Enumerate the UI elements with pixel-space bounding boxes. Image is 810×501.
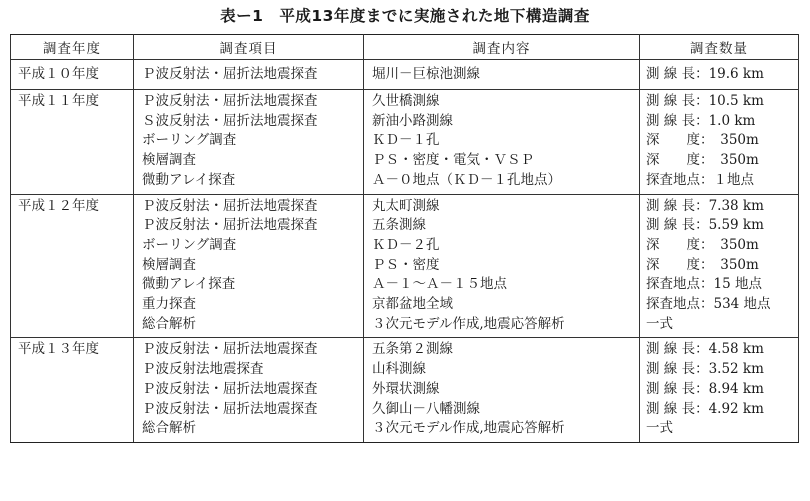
content-cell: Ａ－０地点（ＫＤ－１孔地点） xyxy=(364,171,640,194)
table-title: 表ー1 平成13年度までに実施された地下構造調査 xyxy=(220,7,590,25)
content-cell: 久御山－八幡測線 xyxy=(364,400,640,420)
survey-table xyxy=(10,34,799,443)
quantity-cell: 探査地点：534 地点 xyxy=(640,295,799,315)
year-cell: 平成１２年度 xyxy=(11,194,134,338)
content-cell: 五条測線 xyxy=(364,216,640,236)
table-row xyxy=(11,60,799,90)
quantity-cell: 測 線 長：10.5 km xyxy=(640,90,799,112)
quantity-cell: 測 線 長：3.52 km xyxy=(640,360,799,380)
year-group-h13 xyxy=(11,338,799,443)
content-cell: ３次元モデル作成,地震応答解析 xyxy=(364,419,640,442)
item-cell: 微動アレイ探査 xyxy=(134,171,364,194)
table-header xyxy=(11,35,799,60)
item-cell: 検層調査 xyxy=(134,256,364,276)
quantity-cell: 探査地点：１地点 xyxy=(640,171,799,194)
item-cell: Ｐ波反射法・屈折法地震探査 xyxy=(134,194,364,216)
item-cell: Ｐ波反射法・屈折法地震探査 xyxy=(134,216,364,236)
quantity-cell: 一式 xyxy=(640,419,799,442)
quantity-cell: 深 度： 350m xyxy=(640,256,799,276)
content-cell: 新油小路測線 xyxy=(364,112,640,132)
item-cell: Ｐ波反射法・屈折法地震探査 xyxy=(134,60,364,90)
item-cell: Ｐ波反射法地震探査 xyxy=(134,360,364,380)
content-cell: ３次元モデル作成,地震応答解析 xyxy=(364,315,640,338)
content-cell: 久世橋測線 xyxy=(364,90,640,112)
content-cell: ＫＤ－２孔 xyxy=(364,236,640,256)
table-row xyxy=(11,194,799,216)
content-cell: 丸太町測線 xyxy=(364,194,640,216)
header-content: 調査内容 xyxy=(364,35,640,60)
content-cell: ＫＤ－１孔 xyxy=(364,131,640,151)
item-cell: 微動アレイ探査 xyxy=(134,275,364,295)
quantity-cell: 測 線 長：19.6 km xyxy=(640,60,799,90)
year-cell: 平成１１年度 xyxy=(11,90,134,195)
item-cell: Ｐ波反射法・屈折法地震探査 xyxy=(134,400,364,420)
item-cell: 総合解析 xyxy=(134,315,364,338)
year-group-h10 xyxy=(11,60,799,90)
item-cell: 検層調査 xyxy=(134,151,364,171)
header-item: 調査項目 xyxy=(134,35,364,60)
year-cell: 平成１３年度 xyxy=(11,338,134,443)
item-cell: Ｐ波反射法・屈折法地震探査 xyxy=(134,90,364,112)
item-cell: ボーリング調査 xyxy=(134,131,364,151)
quantity-cell: 深 度： 350m xyxy=(640,151,799,171)
year-group-h11 xyxy=(11,90,799,195)
quantity-cell: 測 線 長：4.58 km xyxy=(640,338,799,360)
quantity-cell: 測 線 長：4.92 km xyxy=(640,400,799,420)
year-cell: 平成１０年度 xyxy=(11,60,134,90)
content-cell: 堀川－巨椋池測線 xyxy=(364,60,640,90)
item-cell: 総合解析 xyxy=(134,419,364,442)
content-cell: Ａ－１～Ａ－１５地点 xyxy=(364,275,640,295)
table-row xyxy=(11,90,799,112)
header-year: 調査年度 xyxy=(11,35,134,60)
item-cell: 重力探査 xyxy=(134,295,364,315)
content-cell: ＰＳ・密度 xyxy=(364,256,640,276)
quantity-cell: 測 線 長：7.38 km xyxy=(640,194,799,216)
content-cell: 山科測線 xyxy=(364,360,640,380)
content-cell: 五条第２測線 xyxy=(364,338,640,360)
item-cell: Ｓ波反射法・屈折法地震探査 xyxy=(134,112,364,132)
quantity-cell: 一式 xyxy=(640,315,799,338)
quantity-cell: 探査地点：15 地点 xyxy=(640,275,799,295)
quantity-cell: 深 度： 350m xyxy=(640,236,799,256)
item-cell: Ｐ波反射法・屈折法地震探査 xyxy=(134,338,364,360)
quantity-cell: 測 線 長：8.94 km xyxy=(640,380,799,400)
quantity-cell: 測 線 長：1.0 km xyxy=(640,112,799,132)
header-quantity: 調査数量 xyxy=(640,35,799,60)
quantity-cell: 測 線 長：5.59 km xyxy=(640,216,799,236)
quantity-cell: 深 度： 350m xyxy=(640,131,799,151)
table-row xyxy=(11,338,799,360)
item-cell: ボーリング調査 xyxy=(134,236,364,256)
year-group-h12 xyxy=(11,194,799,338)
content-cell: 京都盆地全域 xyxy=(364,295,640,315)
content-cell: ＰＳ・密度・電気・ＶＳＰ xyxy=(364,151,640,171)
content-cell: 外環状測線 xyxy=(364,380,640,400)
item-cell: Ｐ波反射法・屈折法地震探査 xyxy=(134,380,364,400)
